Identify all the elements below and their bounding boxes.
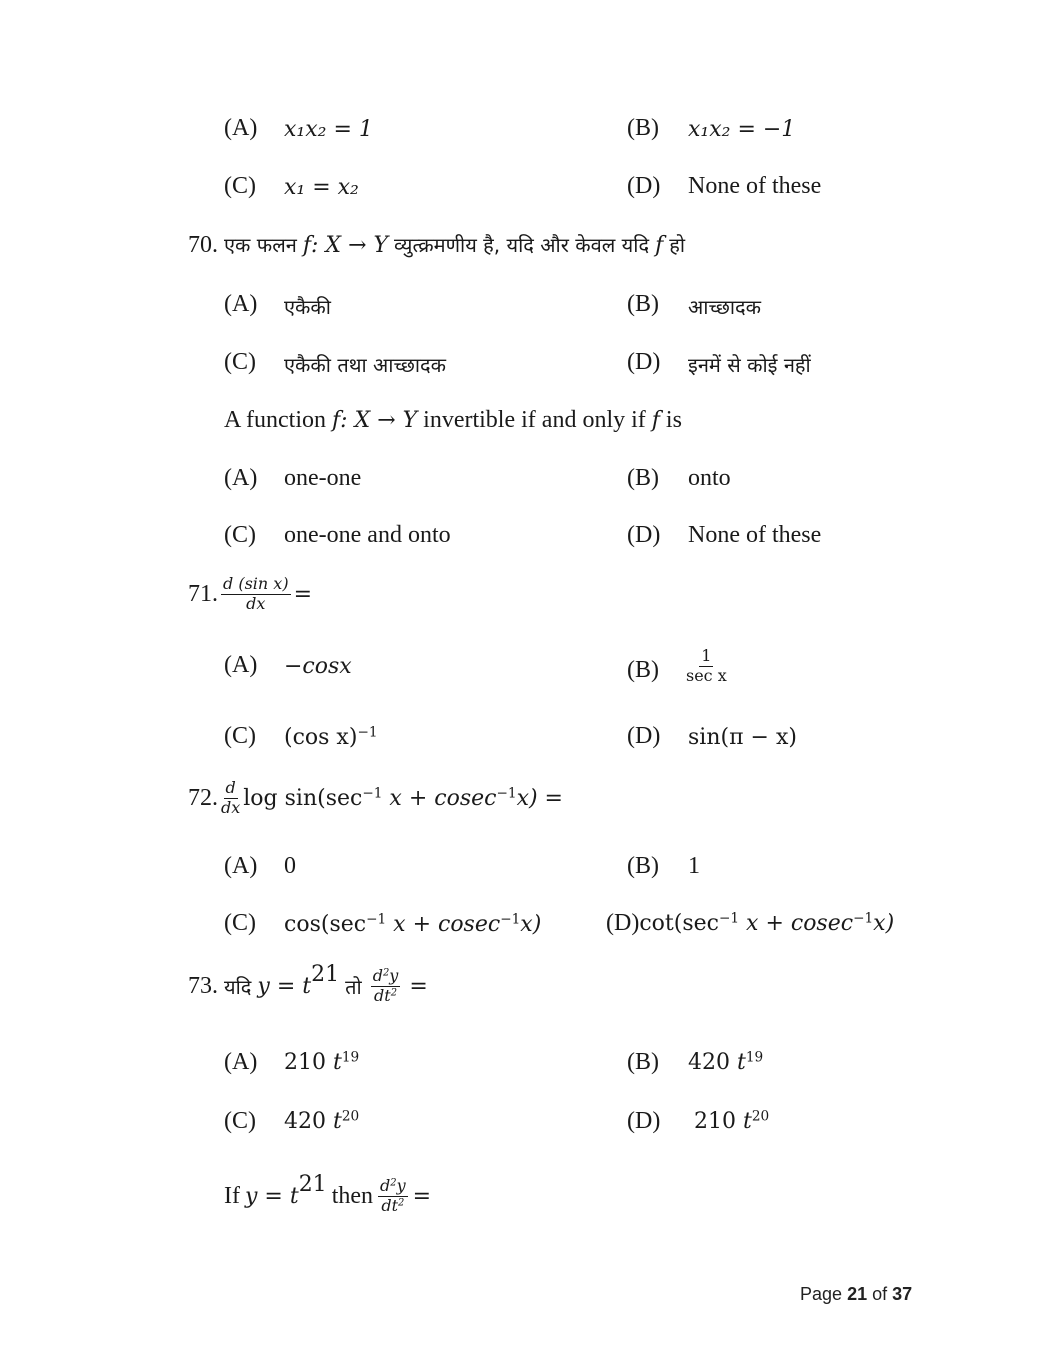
q70-hi-option-d-text: इनमें से कोई नहीं xyxy=(688,353,811,377)
q72-d-e1: −1 xyxy=(718,910,740,927)
q72-option-c-label: (C) xyxy=(224,910,256,936)
q72-c-a: cos(sec xyxy=(284,912,367,937)
q72-fraction-denominator: dx xyxy=(221,797,241,817)
q71-option-d-text: sin(π − x) xyxy=(688,725,797,750)
q73-b-var: t xyxy=(737,1050,746,1075)
q70-hindi-prefix: एक फलन xyxy=(224,233,297,257)
q72-option-b-text: 1 xyxy=(688,853,700,879)
q71-option-b-numerator: 1 xyxy=(701,646,712,665)
q71-option-c-label: (C) xyxy=(224,723,256,749)
q73-c-exp: 20 xyxy=(341,1108,360,1125)
q73-d-var: t xyxy=(743,1109,752,1134)
question-number: 70. xyxy=(188,232,218,258)
q70-en-prefix: A function xyxy=(224,407,326,433)
q69-option-b-text: x₁x₂ = −1 xyxy=(688,117,796,142)
q73-option-a-text xyxy=(284,1050,359,1075)
q70-en-option-d-text: None of these xyxy=(688,522,822,548)
q72-expr-b: x + cosec xyxy=(382,785,497,811)
q73-question-hindi xyxy=(188,961,428,1005)
q71-option-b-fraction xyxy=(684,648,729,685)
q70-mapping: f: X → Y xyxy=(302,233,389,258)
q73-d-exp: 20 xyxy=(751,1108,770,1125)
q70-hi-option-a-text: एकैकी xyxy=(284,295,331,319)
q73-en-num-base: d xyxy=(380,1176,391,1195)
q69-option-c-text: x₁ = x₂ xyxy=(284,175,359,200)
q72-d-e2: −1 xyxy=(853,910,874,927)
q73-question-english xyxy=(224,1171,432,1215)
q73-b-coef: 420 xyxy=(688,1050,730,1075)
q72-c-b: x + cosec xyxy=(386,912,501,937)
page-current: 21 xyxy=(847,1284,868,1304)
q73-hindi-if: यदि xyxy=(224,974,252,999)
q72-d-a: cot(sec xyxy=(639,911,719,936)
q69-option-b-label: (B) xyxy=(627,115,659,141)
q73-en-num-exp: 2 xyxy=(390,1177,397,1189)
q73-option-b-label: (B) xyxy=(627,1049,659,1075)
q72-option-d xyxy=(606,910,894,937)
q73-option-c-label: (C) xyxy=(224,1108,256,1134)
q73-en-den-exp: 2 xyxy=(398,1197,405,1209)
q70-hi-option-b-text: आच्छादक xyxy=(688,295,761,319)
q70-en-option-c-label: (C) xyxy=(224,522,256,548)
q72-expression xyxy=(243,786,563,811)
q71-option-a-label: (A) xyxy=(224,652,258,678)
q73-a-var: t xyxy=(333,1050,342,1075)
page-word: Page xyxy=(800,1284,843,1304)
q72-question xyxy=(188,780,563,817)
q72-option-c-text xyxy=(284,912,541,937)
page-of: of xyxy=(872,1284,888,1304)
q73-equals: = xyxy=(409,973,428,999)
q73-num-exp: 2 xyxy=(382,967,390,979)
q71-option-c-exponent: −1 xyxy=(357,724,378,741)
q73-equation xyxy=(257,961,340,999)
question-number: 72. xyxy=(188,784,218,811)
q70-question-hindi xyxy=(188,231,685,259)
q73-en-then: then xyxy=(331,1182,374,1209)
q72-option-d-text xyxy=(639,911,894,936)
q72-exp1: −1 xyxy=(362,785,383,802)
q69-option-d-label: (D) xyxy=(627,173,661,199)
q72-exp2: −1 xyxy=(496,785,517,802)
q71-option-b-denominator: sec x xyxy=(686,665,727,685)
q73-den-exp: 2 xyxy=(390,987,397,999)
q73-a-coef: 210 xyxy=(284,1050,326,1075)
q70-en-option-c-text: one-one and onto xyxy=(284,522,451,548)
q70-hi-option-c-text: एकैकी तथा आच्छादक xyxy=(284,353,447,377)
q73-num-base: d xyxy=(372,966,383,985)
q71-fraction xyxy=(221,576,291,613)
q73-en-den-base: dt xyxy=(381,1195,398,1215)
q72-expr-c: x) = xyxy=(516,785,563,811)
q73-fraction-numerator xyxy=(371,968,401,987)
q72-option-a-label: (A) xyxy=(224,853,258,879)
q70-en-option-b-label: (B) xyxy=(627,465,659,491)
q69-option-c-label: (C) xyxy=(224,173,256,199)
page-total: 37 xyxy=(892,1284,913,1304)
q73-fraction xyxy=(371,968,401,1005)
q73-b-exp: 19 xyxy=(745,1049,764,1066)
q72-fraction-numerator: d xyxy=(225,778,236,797)
q73-en-fraction-numerator xyxy=(378,1178,408,1197)
page-number xyxy=(800,1284,912,1305)
q70-f: f xyxy=(655,233,664,258)
q71-option-c-base: (cos x) xyxy=(284,725,358,750)
q73-en-if: If xyxy=(224,1182,240,1209)
q72-fraction xyxy=(219,780,242,817)
q69-option-a-label: (A) xyxy=(224,115,258,141)
q70-hi-option-c-label: (C) xyxy=(224,349,256,375)
q70-en-option-b-text: onto xyxy=(688,465,731,491)
q71-option-b-label: (B) xyxy=(627,657,659,683)
q73-option-d-text xyxy=(694,1109,769,1134)
q71-equals: = xyxy=(293,581,312,607)
q73-en-equals: = xyxy=(412,1183,432,1209)
q73-c-var: t xyxy=(333,1109,342,1134)
q73-d-coef: 210 xyxy=(694,1109,736,1134)
q71-option-a-text: −cosx xyxy=(284,654,352,679)
q73-num-var: y xyxy=(389,966,399,985)
q70-hindi-end: हो xyxy=(669,233,686,257)
q73-hindi-then: तो xyxy=(345,974,362,999)
q73-c-coef: 420 xyxy=(284,1109,326,1134)
q73-eq: y = t xyxy=(257,973,312,999)
q70-hindi-mid: व्युत्क्रमणीय है, यदि और केवल यदि xyxy=(394,233,650,257)
q70-en-f: f xyxy=(651,408,660,433)
q72-d-c: x) xyxy=(873,911,895,936)
question-number: 73. xyxy=(188,972,218,999)
q70-hi-option-a-label: (A) xyxy=(224,291,258,317)
q71-question xyxy=(188,576,312,613)
q72-d-b: x + cosec xyxy=(739,911,854,936)
q73-en-fraction-denominator xyxy=(379,1197,406,1215)
q72-option-d-label: (D) xyxy=(606,910,640,936)
q70-en-mapping: f: X → Y xyxy=(332,408,418,433)
q73-fraction-denominator xyxy=(372,987,399,1005)
q73-option-c-text xyxy=(284,1109,359,1134)
q71-option-d-label: (D) xyxy=(627,723,661,749)
q73-en-exp: 21 xyxy=(298,1171,327,1197)
q71-fraction-denominator: dx xyxy=(246,593,266,613)
q73-exp: 21 xyxy=(311,961,340,987)
q71-fraction-numerator: d (sin x) xyxy=(223,574,289,593)
q69-option-d-text: None of these xyxy=(688,173,822,199)
q72-option-a-text: 0 xyxy=(284,853,296,879)
q72-c-e2: −1 xyxy=(500,911,521,928)
q72-expr-a: log sin(sec xyxy=(243,785,363,811)
q73-option-b-text xyxy=(688,1050,763,1075)
q70-en-option-a-label: (A) xyxy=(224,465,258,491)
q70-hi-option-d-label: (D) xyxy=(627,349,661,375)
q73-en-num-var: y xyxy=(396,1176,406,1195)
q70-en-mid: invertible if and only if xyxy=(423,407,646,433)
q70-en-option-a-text: one-one xyxy=(284,465,362,491)
q73-en-equation xyxy=(244,1171,327,1209)
q71-option-c-text xyxy=(284,725,378,750)
q72-c-c: x) xyxy=(520,912,542,937)
q73-option-a-label: (A) xyxy=(224,1049,258,1075)
q70-hi-option-b-label: (B) xyxy=(627,291,659,317)
q69-option-a-text: x₁x₂ = 1 xyxy=(284,117,373,142)
q70-en-option-d-label: (D) xyxy=(627,522,661,548)
q73-den-base: dt xyxy=(374,985,391,1005)
q73-en-fraction xyxy=(378,1178,408,1215)
q73-en-eq: y = t xyxy=(244,1183,299,1209)
q72-option-b-label: (B) xyxy=(627,853,659,879)
q73-a-exp: 19 xyxy=(341,1049,360,1066)
question-number: 71. xyxy=(188,580,218,607)
q70-en-end: is xyxy=(665,407,682,433)
q70-question-english xyxy=(224,407,682,434)
q73-option-d-label: (D) xyxy=(627,1108,661,1134)
q72-c-e1: −1 xyxy=(366,911,387,928)
